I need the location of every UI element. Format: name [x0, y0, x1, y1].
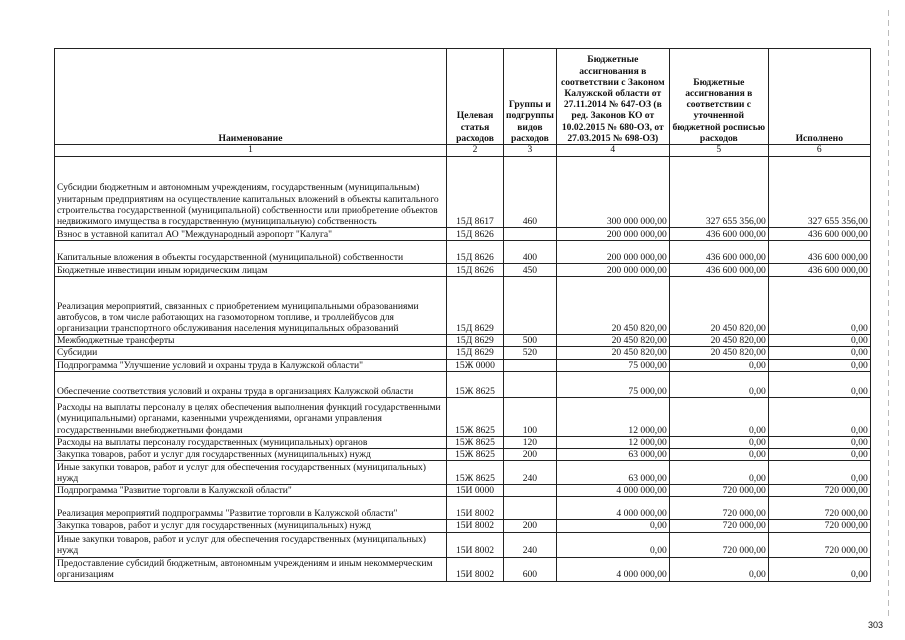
row-expense-group [504, 497, 557, 520]
row-expense-group: 100 [504, 397, 557, 436]
header-budget-law: Бюджетные ассигнования в соответствии с Законом Калужской области от 27.11.2014 № 647-ОЗ (в ред. Законов КО от 10.02.2015 № 680-ОЗ, от 27.03.2015 № 698-ОЗ) [556, 49, 669, 145]
row-name: Взнос в уставной капитал АО "Международный аэропорт "Калуга" [55, 228, 447, 241]
row-refined-amount: 436 600 000,00 [669, 264, 768, 277]
row-target-code: 15Д 8626 [447, 241, 504, 264]
row-target-code: 15Д 8629 [447, 335, 504, 347]
column-number: 3 [504, 145, 557, 157]
row-name: Бюджетные инвестиции иным юридическим лицам [55, 264, 447, 277]
row-refined-amount: 720 000,00 [669, 532, 768, 557]
header-row [55, 49, 871, 145]
row-executed-amount: 720 000,00 [768, 497, 870, 520]
row-target-code: 15И 8002 [447, 532, 504, 557]
table-row [55, 532, 871, 557]
row-executed-amount: 0,00 [768, 359, 870, 371]
row-executed-amount: 0,00 [768, 371, 870, 397]
row-target-code: 15Ж 8625 [447, 436, 504, 448]
row-executed-amount: 720 000,00 [768, 532, 870, 557]
row-executed-amount: 0,00 [768, 449, 870, 461]
row-law-amount: 200 000 000,00 [556, 228, 669, 241]
header-expense-groups: Группы и подгруппы видов расходов [504, 49, 557, 145]
page-edge-marks [888, 10, 889, 620]
row-law-amount: 20 450 820,00 [556, 347, 669, 359]
row-target-code: 15Д 8626 [447, 228, 504, 241]
row-name: Иные закупки товаров, работ и услуг для обеспечения государственных (муниципальных) нужд [55, 461, 447, 485]
row-name: Иные закупки товаров, работ и услуг для обеспечения государственных (муниципальных) нужд [55, 532, 447, 557]
row-law-amount: 4 000 000,00 [556, 497, 669, 520]
row-law-amount: 4 000 000,00 [556, 557, 669, 581]
row-refined-amount: 0,00 [669, 397, 768, 436]
column-number: 1 [55, 145, 447, 157]
column-number: 5 [669, 145, 768, 157]
row-expense-group: 460 [504, 157, 557, 228]
table-row [55, 241, 871, 264]
row-name: Предоставление субсидий бюджетным, автономным учреждениям и иным некоммерческим организациям [55, 557, 447, 581]
row-executed-amount: 0,00 [768, 436, 870, 448]
row-name: Субсидии бюджетным и автономным учреждениям, государственным (муниципальным) унитарным предприятиям на осуществление капитальных вложений в объекты капитального строительства государственной (муниципальной) собственности или приобретение объектов недвижимого имущества в государственную (муниципальную) собственность [55, 157, 447, 228]
row-law-amount: 20 450 820,00 [556, 277, 669, 335]
row-target-code: 15И 8002 [447, 557, 504, 581]
table-row [55, 485, 871, 497]
table-row [55, 557, 871, 581]
row-executed-amount: 436 600 000,00 [768, 228, 870, 241]
row-name: Подпрограмма "Развитие торговли в Калужской области" [55, 485, 447, 497]
row-refined-amount: 0,00 [669, 557, 768, 581]
table-row [55, 347, 871, 359]
header-target-article: Целевая статья расходов [447, 49, 504, 145]
column-number: 4 [556, 145, 669, 157]
row-target-code: 15И 0000 [447, 485, 504, 497]
row-expense-group: 400 [504, 241, 557, 264]
row-refined-amount: 436 600 000,00 [669, 241, 768, 264]
row-name: Расходы на выплаты персоналу в целях обеспечения выполнения функций государственными (муниципальными) органами, казенными учреждениями, органами управления государственными внебюджетными фондами [55, 397, 447, 436]
row-executed-amount: 0,00 [768, 557, 870, 581]
row-refined-amount: 20 450 820,00 [669, 335, 768, 347]
row-refined-amount: 20 450 820,00 [669, 277, 768, 335]
row-name: Расходы на выплаты персоналу государственных (муниципальных) органов [55, 436, 447, 448]
row-name: Реализация мероприятий подпрограммы "Развитие торговли в Калужской области" [55, 497, 447, 520]
row-refined-amount: 327 655 356,00 [669, 157, 768, 228]
row-refined-amount: 0,00 [669, 436, 768, 448]
row-target-code: 15Ж 8625 [447, 461, 504, 485]
row-law-amount: 200 000 000,00 [556, 264, 669, 277]
table-row [55, 371, 871, 397]
row-expense-group: 200 [504, 449, 557, 461]
table-row [55, 264, 871, 277]
table-row [55, 436, 871, 448]
table-row [55, 397, 871, 436]
row-name: Межбюджетные трансферты [55, 335, 447, 347]
table-row [55, 497, 871, 520]
row-law-amount: 0,00 [556, 532, 669, 557]
row-law-amount: 12 000,00 [556, 436, 669, 448]
row-target-code: 15Д 8626 [447, 264, 504, 277]
table-row [55, 449, 871, 461]
row-refined-amount: 720 000,00 [669, 520, 768, 532]
table-row [55, 228, 871, 241]
row-executed-amount: 436 600 000,00 [768, 241, 870, 264]
row-target-code: 15Ж 0000 [447, 359, 504, 371]
row-expense-group [504, 359, 557, 371]
row-name: Обеспечение соответствия условий и охраны труда в организациях Калужской области [55, 371, 447, 397]
row-refined-amount: 20 450 820,00 [669, 347, 768, 359]
header-executed: Исполнено [768, 49, 870, 145]
row-expense-group: 240 [504, 461, 557, 485]
table-row [55, 520, 871, 532]
row-law-amount: 63 000,00 [556, 461, 669, 485]
row-expense-group: 240 [504, 532, 557, 557]
row-name: Капитальные вложения в объекты государственной (муниципальной) собственности [55, 241, 447, 264]
row-executed-amount: 0,00 [768, 347, 870, 359]
row-law-amount: 0,00 [556, 520, 669, 532]
row-expense-group: 450 [504, 264, 557, 277]
row-name: Закупка товаров, работ и услуг для государственных (муниципальных) нужд [55, 520, 447, 532]
row-name: Субсидии [55, 347, 447, 359]
row-executed-amount: 327 655 356,00 [768, 157, 870, 228]
row-refined-amount: 0,00 [669, 359, 768, 371]
table-row [55, 359, 871, 371]
row-target-code: 15Д 8617 [447, 157, 504, 228]
row-refined-amount: 436 600 000,00 [669, 228, 768, 241]
row-expense-group: 120 [504, 436, 557, 448]
row-target-code: 15Ж 8625 [447, 449, 504, 461]
column-number: 2 [447, 145, 504, 157]
row-law-amount: 75 000,00 [556, 359, 669, 371]
row-expense-group: 500 [504, 335, 557, 347]
row-name: Реализация мероприятий, связанных с приобретением муниципальными образованиями автобусов, в том числе работающих на газомоторном топливе, и троллейбусов для организации транспортного обслуживания населения муниципальных образований [55, 277, 447, 335]
row-executed-amount: 720 000,00 [768, 520, 870, 532]
row-name: Закупка товаров, работ и услуг для государственных (муниципальных) нужд [55, 449, 447, 461]
budget-table [54, 48, 871, 582]
table-body [55, 157, 871, 581]
row-refined-amount: 0,00 [669, 371, 768, 397]
row-law-amount: 200 000 000,00 [556, 241, 669, 264]
table-row [55, 157, 871, 228]
row-law-amount: 20 450 820,00 [556, 335, 669, 347]
header-budget-refined: Бюджетные ассигнования в соответствии с уточненной бюджетной росписью расходов [669, 49, 768, 145]
row-refined-amount: 0,00 [669, 461, 768, 485]
row-executed-amount: 720 000,00 [768, 485, 870, 497]
row-target-code: 15И 8002 [447, 520, 504, 532]
row-executed-amount: 436 600 000,00 [768, 264, 870, 277]
column-number-row [55, 145, 871, 157]
row-target-code: 15Д 8629 [447, 277, 504, 335]
row-expense-group [504, 485, 557, 497]
row-expense-group [504, 277, 557, 335]
table-row [55, 277, 871, 335]
row-executed-amount: 0,00 [768, 335, 870, 347]
row-law-amount: 300 000 000,00 [556, 157, 669, 228]
row-target-code: 15Ж 8625 [447, 397, 504, 436]
row-target-code: 15Д 8629 [447, 347, 504, 359]
header-name: Наименование [55, 49, 447, 145]
row-expense-group: 600 [504, 557, 557, 581]
row-executed-amount: 0,00 [768, 277, 870, 335]
row-refined-amount: 720 000,00 [669, 485, 768, 497]
row-target-code: 15Ж 8625 [447, 371, 504, 397]
row-expense-group: 200 [504, 520, 557, 532]
table-row [55, 335, 871, 347]
row-law-amount: 4 000 000,00 [556, 485, 669, 497]
row-law-amount: 63 000,00 [556, 449, 669, 461]
row-executed-amount: 0,00 [768, 461, 870, 485]
row-expense-group [504, 371, 557, 397]
row-executed-amount: 0,00 [768, 397, 870, 436]
row-law-amount: 12 000,00 [556, 397, 669, 436]
row-law-amount: 75 000,00 [556, 371, 669, 397]
row-name: Подпрограмма "Улучшение условий и охраны труда в Калужской области" [55, 359, 447, 371]
column-number: 6 [768, 145, 870, 157]
table-row [55, 461, 871, 485]
row-target-code: 15И 8002 [447, 497, 504, 520]
page-number: 303 [868, 620, 884, 630]
row-expense-group [504, 228, 557, 241]
row-refined-amount: 720 000,00 [669, 497, 768, 520]
row-refined-amount: 0,00 [669, 449, 768, 461]
row-expense-group: 520 [504, 347, 557, 359]
